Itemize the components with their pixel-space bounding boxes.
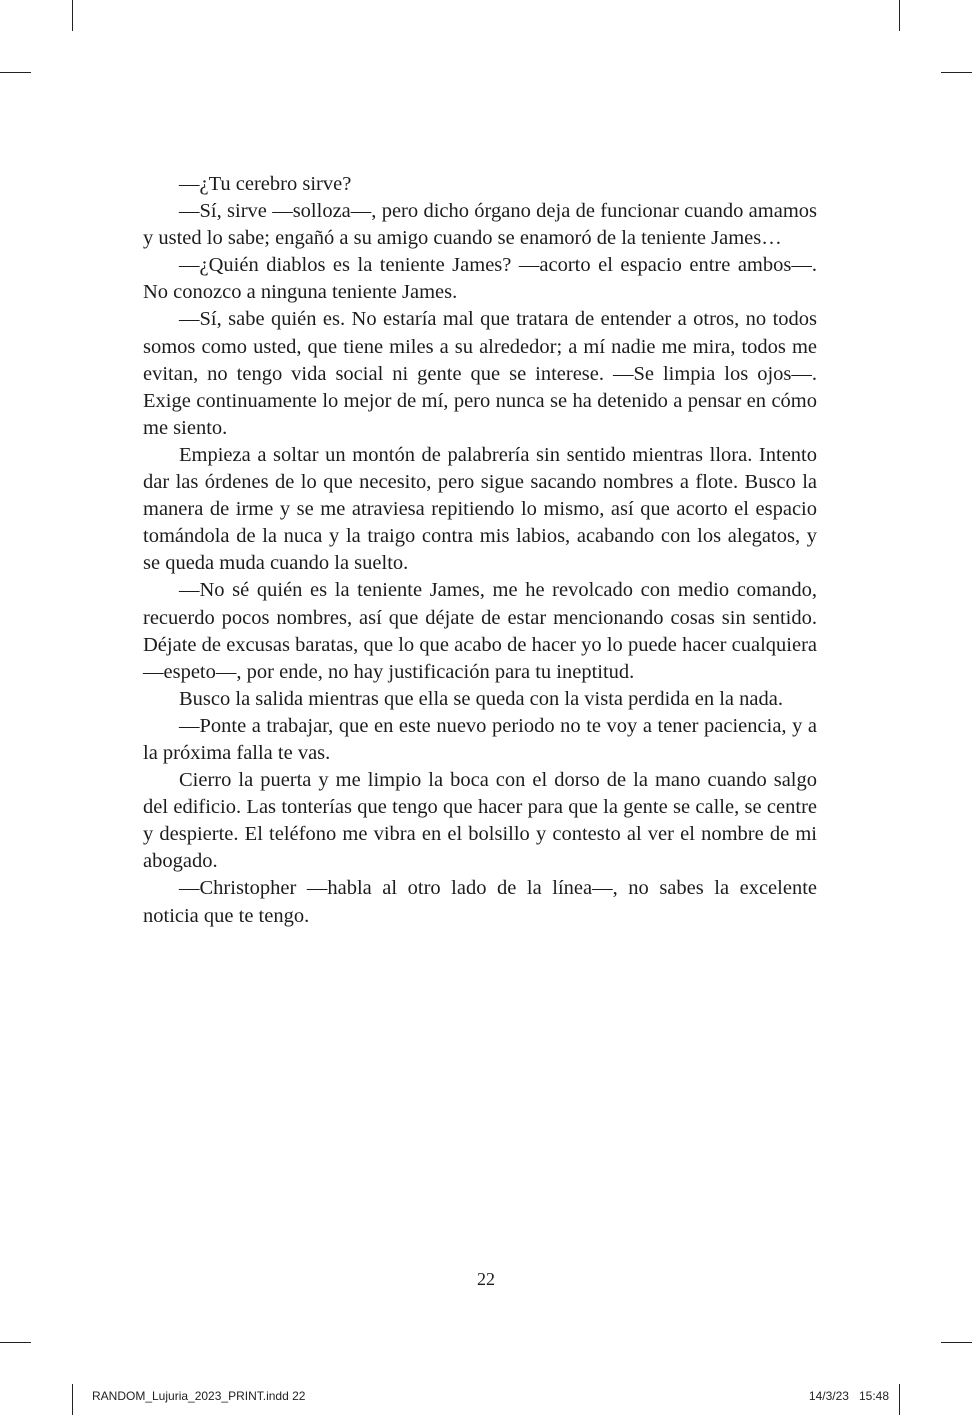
slug-file-info: RANDOM_Lujuria_2023_PRINT.indd 22 — [92, 1389, 306, 1403]
crop-mark-right-top — [941, 72, 972, 73]
paragraph: Busco la salida mientras que ella se queda con la vista perdida en la nada. — [179, 687, 783, 710]
slug-timestamp — [809, 1389, 889, 1403]
crop-mark-top-right — [899, 0, 900, 31]
crop-mark-top-left — [72, 0, 73, 31]
crop-mark-right-bottom — [941, 1342, 972, 1343]
paragraph: —¿Tu cerebro sirve? — [179, 173, 352, 195]
paragraph: —Sí, sirve —solloza—, pero dicho órgano deja de funcionar cuando amamos y usted lo sabe; engañó a su amigo cuando se enamoró de la teniente James… — [143, 200, 817, 250]
crop-mark-bottom-right — [899, 1384, 900, 1415]
body-text — [143, 171, 817, 930]
paragraph: Empieza a soltar un montón de palabrería sin sentido mientras llora. Intento dar las órdenes de lo que necesito, pero sigue sacando nombres a flote. Busco la manera de irme y se me atraviesa repitiendo lo mismo, así que acorto el espacio tomándola de la nuca y la traigo contra mis labios, acabando con los alegatos, y se queda muda cuando la suelto. — [143, 443, 817, 575]
paragraph: —Christopher —habla al otro lado de la línea—, no sabes la excelente noticia que te tengo. — [143, 877, 817, 927]
page-number: 22 — [477, 1269, 495, 1289]
crop-mark-left-top — [0, 72, 31, 73]
paragraph: —¿Quién diablos es la teniente James? —acorto el espacio entre ambos—. No conozco a ninguna teniente James. — [143, 254, 817, 304]
crop-mark-bottom-left — [72, 1384, 73, 1415]
slug-time: 15:48 — [858, 1389, 889, 1403]
paragraph: Cierro la puerta y me limpio la boca con el dorso de la mano cuando salgo del edificio. Las tonterías que tengo que hacer para que la gente se calle, se centre y despierte. El teléfono me vibra en el bolsillo y contesto al ver el nombre de mi abogado. — [143, 769, 817, 873]
slug-date: 14/3/23 — [808, 1389, 849, 1403]
paragraph: —Sí, sabe quién es. No estaría mal que tratara de entender a otros, no todos somos como usted, que tiene miles a su alrededor; a mí nadie me mira, todos me evitan, no tengo vida social ni gente que se interese. —Se limpia los ojos—. Exige continuamente lo mejor de mí, pero nunca se ha detenido a pensar en cómo me siento. — [143, 308, 817, 439]
crop-mark-left-bottom — [0, 1342, 31, 1343]
paragraph: —No sé quién es la teniente James, me he revolcado con medio comando, recuerdo pocos nombres, así que déjate de estar mencionando cosas sin sentido. Déjate de excusas baratas, que lo que acabo de hacer yo lo puede hacer cualquiera —espeto—, por ende, no hay justificación para tu ineptitud. — [143, 579, 817, 683]
paragraph: —Ponte a trabajar, que en este nuevo periodo no te voy a tener paciencia, y a la próxima falla te vas. — [143, 714, 817, 764]
